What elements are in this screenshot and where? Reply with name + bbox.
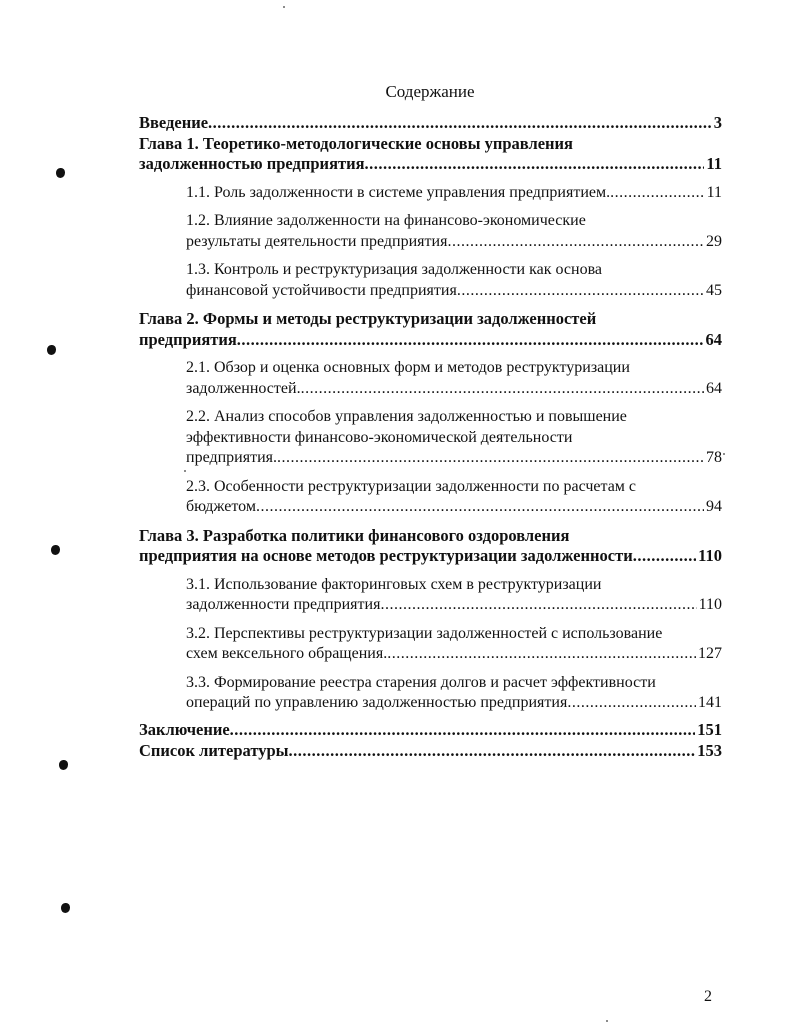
toc-entry-title: задолженностей. (186, 379, 301, 397)
toc-entry-page: 78 (706, 449, 722, 466)
toc-entry-title: предприятия (139, 329, 237, 349)
toc-entry-title-line: 3.3. Формирование реестра старения долгов и расчет эффективности (186, 673, 656, 691)
toc-entry-section-2-3[interactable] (186, 477, 722, 518)
toc-entry-title: бюджетом (186, 498, 256, 515)
scan-speck (283, 6, 285, 8)
toc-entry-title-line: 3.1. Использование факторинговых схем в реструктуризации (186, 575, 602, 593)
toc-entry-section-1-2[interactable] (186, 211, 722, 252)
dot-leader (447, 232, 704, 253)
toc-entry-title-line: 2.3. Особенности реструктуризации задолженности по расчетам с (186, 477, 637, 495)
dot-leader (277, 448, 704, 469)
dot-leader (365, 154, 705, 175)
toc-entry-page: 45 (706, 281, 722, 299)
toc-entry-title: Заключение (139, 719, 230, 739)
toc-entry-section-3-3[interactable] (186, 673, 722, 714)
punch-hole-mark (61, 903, 70, 913)
toc-entry-title-line: Глава 2. Формы и методы реструктуризации задолженностей (139, 309, 597, 328)
dot-leader (380, 595, 696, 616)
toc-entry-page: 11 (706, 183, 722, 201)
scan-speck (184, 470, 186, 472)
toc-entry-title-line: 1.3. Контроль и реструктуризация задолженности как основа (186, 261, 603, 278)
punch-hole-mark (47, 345, 56, 355)
toc-entry-title: предприятия. (186, 449, 277, 466)
toc-entry-title: результаты деятельности предприятия (186, 232, 448, 250)
toc-entry-page: 153 (697, 741, 722, 760)
toc-entry-title-line: 2.1. Обзор и оценка основных форм и методов реструктуризации (186, 359, 630, 376)
toc-entry-page: 3 (713, 113, 722, 132)
page-number: 2 (704, 988, 712, 1005)
toc-entry-page: 64 (705, 329, 722, 349)
toc-entry-introduction[interactable] (139, 113, 722, 134)
dot-leader (567, 693, 696, 714)
dot-leader (237, 330, 704, 351)
dot-leader (230, 720, 696, 741)
toc-entry-title: 1.1. Роль задолженности в системе управления предприятием. (186, 183, 611, 201)
dot-leader (289, 741, 696, 762)
toc-entry-section-2-2[interactable] (186, 407, 722, 469)
toc-entry-title: операций по управлению задолженностью предприятия (186, 694, 568, 711)
toc-entry-chapter-2[interactable] (139, 309, 722, 350)
toc-entry-title-line: 3.2. Перспективы реструктуризации задолженностей с использование (186, 624, 663, 642)
toc-entry-title-line: 2.2. Анализ способов управления задолженностью и повышение (186, 408, 627, 425)
toc-entry-chapter-1[interactable] (139, 134, 722, 175)
toc-entry-section-1-3[interactable] (186, 260, 722, 301)
toc-heading: Содержание (385, 82, 475, 101)
toc-entry-title-line: Глава 3. Разработка политики финансового оздоровления (139, 525, 570, 545)
dot-leader (301, 379, 704, 400)
toc-entry-title: Список литературы (139, 741, 289, 760)
toc-entry-title-line: Глава 1. Теоретико-методологические основы управления (139, 133, 573, 153)
dot-leader (610, 183, 704, 204)
toc-entry-title: Введение (139, 113, 209, 132)
toc-entry-page: 141 (698, 694, 722, 711)
table-of-contents (139, 113, 722, 762)
dot-leader (256, 497, 704, 518)
toc-entry-page: 151 (697, 719, 722, 739)
dot-leader (633, 546, 696, 567)
punch-hole-mark (56, 168, 65, 178)
toc-entry-title: финансовой устойчивости предприятия (186, 281, 457, 299)
toc-entry-section-2-1[interactable] (186, 358, 722, 399)
dot-leader (457, 281, 704, 302)
toc-entry-references[interactable] (139, 741, 722, 762)
toc-entry-page: 127 (698, 645, 722, 662)
toc-entry-section-3-2[interactable] (186, 624, 722, 665)
scan-speck (723, 453, 725, 455)
toc-entry-title: схем вексельного обращения. (186, 645, 388, 662)
punch-hole-mark (59, 760, 68, 770)
dot-leader (387, 644, 696, 665)
toc-entry-page: 64 (706, 379, 722, 397)
dot-leader (208, 113, 712, 134)
toc-entry-title: предприятия на основе методов реструктуризации задолженности (139, 546, 633, 565)
punch-hole-mark (51, 545, 60, 555)
toc-entry-page: 94 (706, 498, 722, 515)
toc-entry-title-line: эффективности финансово-экономической деятельности (186, 428, 573, 446)
toc-entry-title: задолженностью предприятия (139, 154, 365, 173)
toc-entry-page: 110 (698, 596, 722, 613)
scan-speck (606, 1020, 608, 1022)
toc-entry-section-1-1[interactable] (186, 183, 722, 204)
toc-entry-title: задолженности предприятия (186, 596, 381, 613)
toc-entry-conclusion[interactable] (139, 720, 722, 741)
toc-entry-page: 110 (698, 546, 722, 565)
toc-entry-chapter-3[interactable] (139, 526, 722, 567)
toc-entry-page: 29 (706, 232, 722, 250)
toc-entry-page: 11 (706, 154, 722, 173)
toc-entry-title-line: 1.2. Влияние задолженности на финансово-экономические (186, 212, 586, 229)
toc-entry-section-3-1[interactable] (186, 575, 722, 616)
